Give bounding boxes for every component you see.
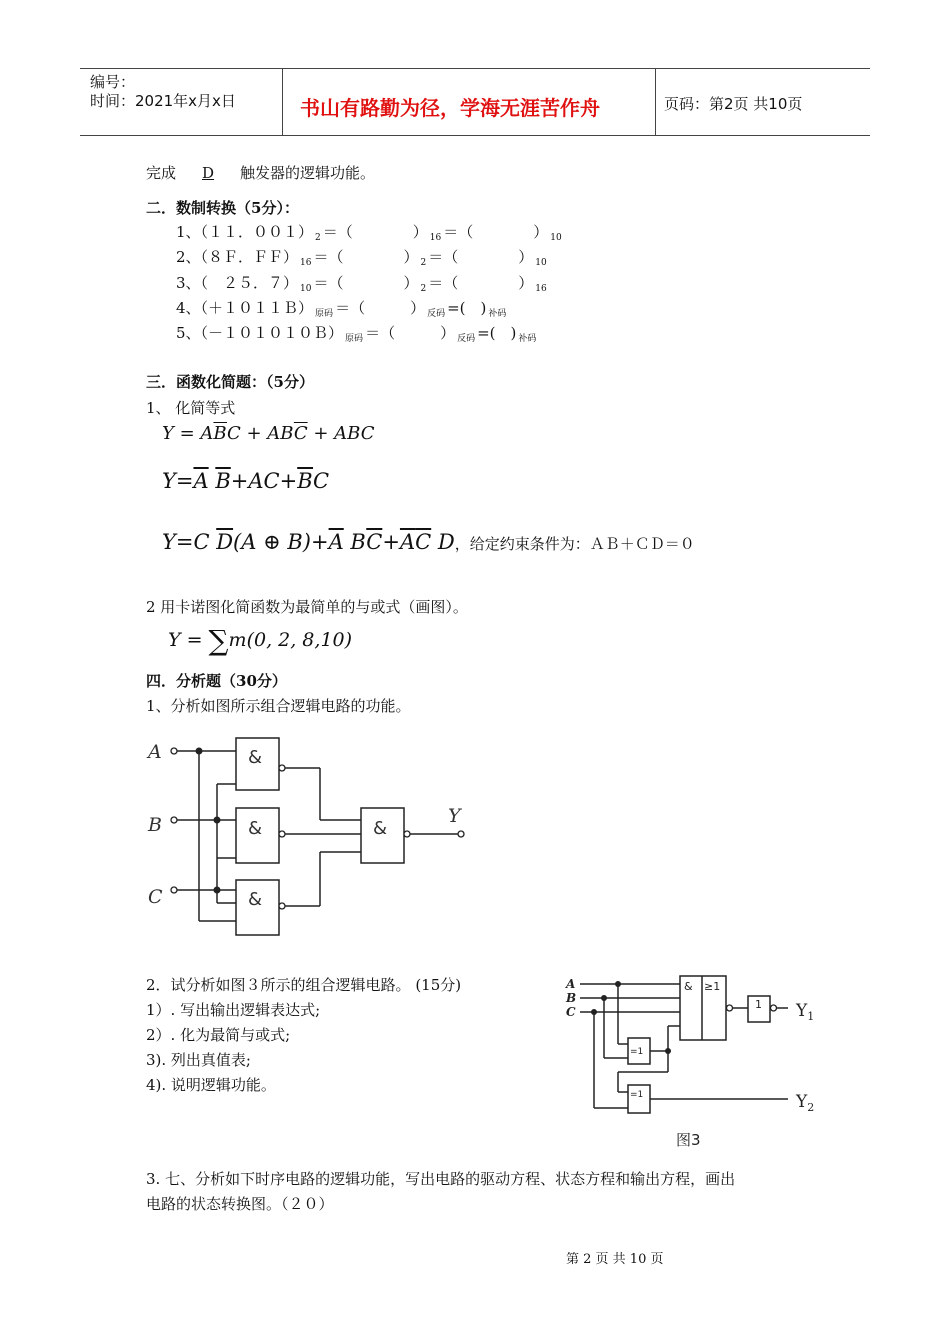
fig1-input-b: B [148,814,162,836]
header-top-border [80,68,870,69]
intro-blank: D [202,164,215,182]
fig1-gate-3-label: & [248,889,263,910]
intro-line: 完成 D 触发器的逻辑功能。 [146,164,376,182]
sec4-q3-line-1: 3. 七、分析如下时序电路的逻辑功能，写出电路的驱动方程、状态方程和输出方程，画出 [146,1170,736,1188]
equation-2: $Y=\overline{A}$ $\overline{B}+AC+\overline{B}C$ [162,469,330,493]
fig1-gate-1-label: & [248,747,263,768]
fig3-output-y1: $Y_1$ [796,1001,815,1023]
sec4-q2-line-2: 1）. 写出输出逻辑表达式; [146,1001,321,1019]
fig3-not-label: 1 [755,998,762,1011]
header-motto: 书山有路勤为径，学海无涯苦作舟 [300,96,600,120]
fig1-gate-4-label: & [373,818,388,839]
fig1-input-a: A [148,741,162,763]
sec3-q2: 2 用卡诺图化简函数为最简单的与或式（画图）。 [146,598,468,616]
sec2-item-4: 4、（＋１０１１Ｂ） $_{原码}$ ＝（ ） $_{反码}$ =( ) $_{补码}$ [176,299,507,319]
fig3-or-label: ≥1 [704,980,721,993]
sec4-q2-line-3: 2）. 化为最简与或式; [146,1026,291,1044]
sec4-q3-line-2: 电路的状态转换图。（２０） [146,1195,334,1213]
figure-3-circuit [562,968,832,1148]
fig3-input-c: C [566,1005,576,1019]
sec3-q1: 1、 化简等式 [146,399,236,417]
fig1-output-y: Y [448,805,461,827]
equation-3: Y=C $\overline{D}(A$ ⊕ $B)+\overline{A}$ $B\overline{C}+\overline{A}\overline{C}$ D [162,530,455,554]
sec2-title: 二．数制转换（5分）： [146,199,299,217]
fig3-input-b: B [566,991,577,1005]
equation-3-row [162,530,695,554]
fig3-xor1-label: =1 [630,1047,644,1057]
sec4-q2-line-4: 3). 列出真值表; [146,1051,251,1069]
kmap-expression: Y = ∑m(0, 2, 8,10) [168,624,353,657]
sec4-title: 四．分析题（30分） [146,672,287,690]
sec4-q1: 1、分析如图所示组合逻辑电路的功能。 [146,697,411,715]
fig3-caption: 图3 [676,1131,701,1149]
fig3-input-a: A [566,977,576,991]
fig3-xor2-label: =1 [630,1090,644,1100]
header-divider-1 [282,68,283,136]
sec2-item-1: 1、（１１．００１） $_2$ ＝（ ） $_{16}$ ＝（ ） $_{10}$ [176,223,562,243]
header-bottom-border [80,135,870,136]
sec4-q2-line-5: 4). 说明逻辑功能。 [146,1076,276,1094]
sec4-q2-line-1: 2．试分析如图３所示的组合逻辑电路。 (15分) [146,976,462,994]
header-time-label: 时间：2021年x月x日 [90,92,236,110]
header-divider-2 [655,68,656,136]
header-page-label: 页码：第2页 共10页 [664,95,803,113]
constraint-text: ，给定约束条件为：ＡＢ＋ＣＤ＝０ [454,535,695,553]
page-footer: 第 2 页 共 10 页 [566,1252,664,1267]
header-id-label: 编号： [90,73,136,91]
sec2-item-3: 3、（ ２５．７） $_{10}$ ＝（ ） $_2$ ＝（ ） $_{16}$ [176,274,547,294]
sec2-item-5: 5、（－１０１０１０Ｂ） $_{原码}$ ＝（ ） $_{反码}$ =( ) $_{补码}$ [176,324,537,344]
sec2-item-2: 2、（８Ｆ．ＦＦ） $_{16}$ ＝（ ） $_2$ ＝（ ） $_{10}$ [176,248,547,268]
fig3-output-y2: $Y_2$ [796,1092,815,1114]
fig3-and-label: & [684,980,693,993]
fig1-gate-2-label: & [248,818,263,839]
sec3-title: 三．函数化简题：（5分） [146,373,314,391]
figure-1-circuit [140,728,470,938]
equation-1: $Y = A\overline{B}C + AB\overline{C}$ + ABC [162,423,375,444]
fig1-input-c: C [148,886,163,908]
